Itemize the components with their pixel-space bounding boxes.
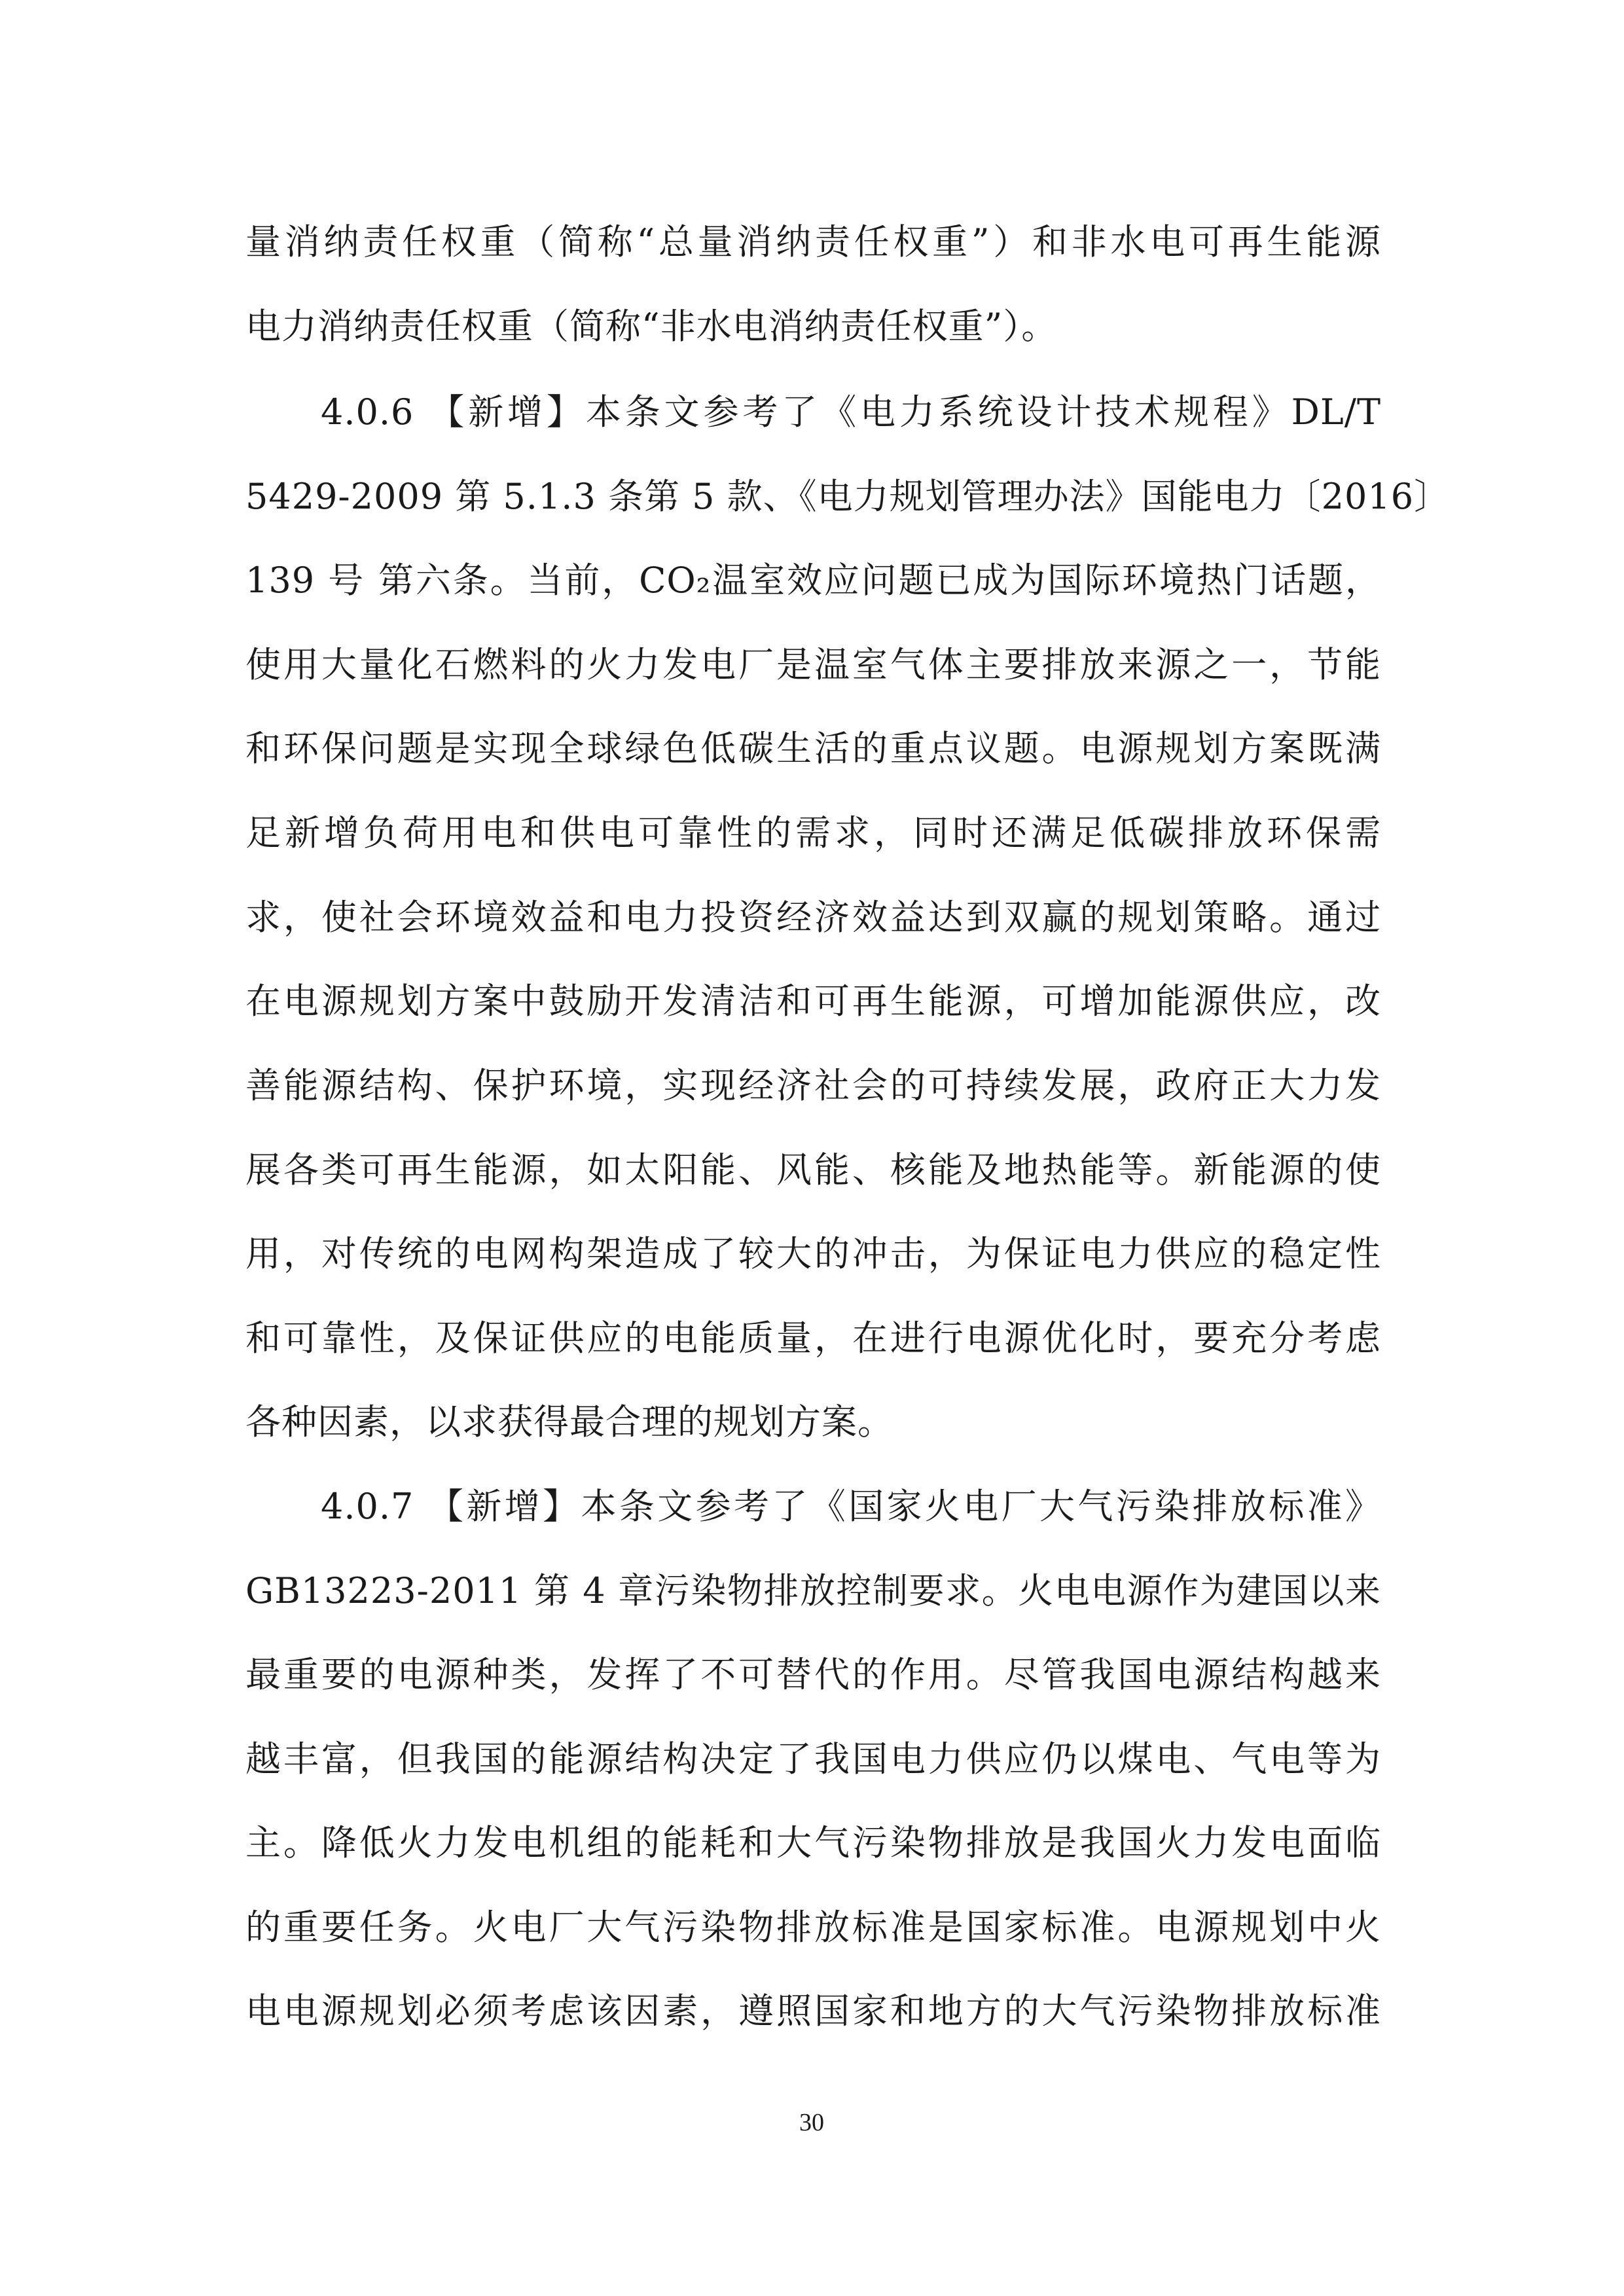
text-line: 用，对传统的电网构架造成了较大的冲击，为保证电力供应的稳定性 xyxy=(245,1233,1381,1274)
text-line: 足新增负荷用电和供电可靠性的需求，同时还满足低碳排放环保需 xyxy=(245,812,1381,853)
text-line: 电电源规划必须考虑该因素，遵照国家和地方的大气污染物排放标准 xyxy=(245,1990,1381,2032)
text-line: 主。降低火力发电机组的能耗和大气污染物排放是我国火力发电面临 xyxy=(245,1822,1381,1863)
section-heading-line: 4.0.7 【新增】本条文参考了《国家火电厂大气污染排放标准》 xyxy=(321,1486,1381,1527)
text-line: 和环保问题是实现全球绿色低碳生活的重点议题。电源规划方案既满 xyxy=(245,728,1381,769)
text-line: 越丰富，但我国的能源结构决定了我国电力供应仍以煤电、气电等为 xyxy=(245,1738,1381,1780)
text-line: 在电源规划方案中鼓励开发清洁和可再生能源，可增加能源供应，改 xyxy=(245,980,1381,1022)
text-line: 求，使社会环境效益和电力投资经济效益达到双赢的规划策略。通过 xyxy=(245,897,1381,938)
text-line: 善能源结构、保护环境，实现经济社会的可持续发展，政府正大力发 xyxy=(245,1065,1381,1106)
text-line: 5429-2009 第 5.1.3 条第 5 款、《电力规划管理办法》国能电力〔2016〕 xyxy=(245,476,1451,517)
text-line: 的重要任务。火电厂大气污染物排放标准是国家标准。电源规划中火 xyxy=(245,1907,1381,1948)
page-number: 30 xyxy=(799,2109,824,2136)
text-line: 电力消纳责任权重（简称“非水电消纳责任权重”）。 xyxy=(245,306,1058,347)
text-line: 和可靠性，及保证供应的电能质量，在进行电源优化时，要充分考虑 xyxy=(245,1318,1381,1359)
text-line: 使用大量化石燃料的火力发电厂是温室气体主要排放来源之一，节能 xyxy=(245,644,1381,685)
text-line: 各种因素，以求获得最合理的规划方案。 xyxy=(245,1401,893,1443)
text-line: 量消纳责任权重（简称“总量消纳责任权重”）和非水电可再生能源 xyxy=(245,221,1381,262)
text-line: 139 号 第六条。当前，CO₂温室效应问题已成为国际环境热门话题， xyxy=(245,560,1381,601)
section-heading-line: 4.0.6 【新增】本条文参考了《电力系统设计技术规程》DL/T xyxy=(321,391,1381,433)
text-line: GB13223-2011 第 4 章污染物排放控制要求。火电电源作为建国以来 xyxy=(245,1570,1381,1611)
text-line: 最重要的电源种类，发挥了不可替代的作用。尽管我国电源结构越来 xyxy=(245,1654,1381,1695)
text-line: 展各类可再生能源，如太阳能、风能、核能及地热能等。新能源的使 xyxy=(245,1149,1381,1191)
